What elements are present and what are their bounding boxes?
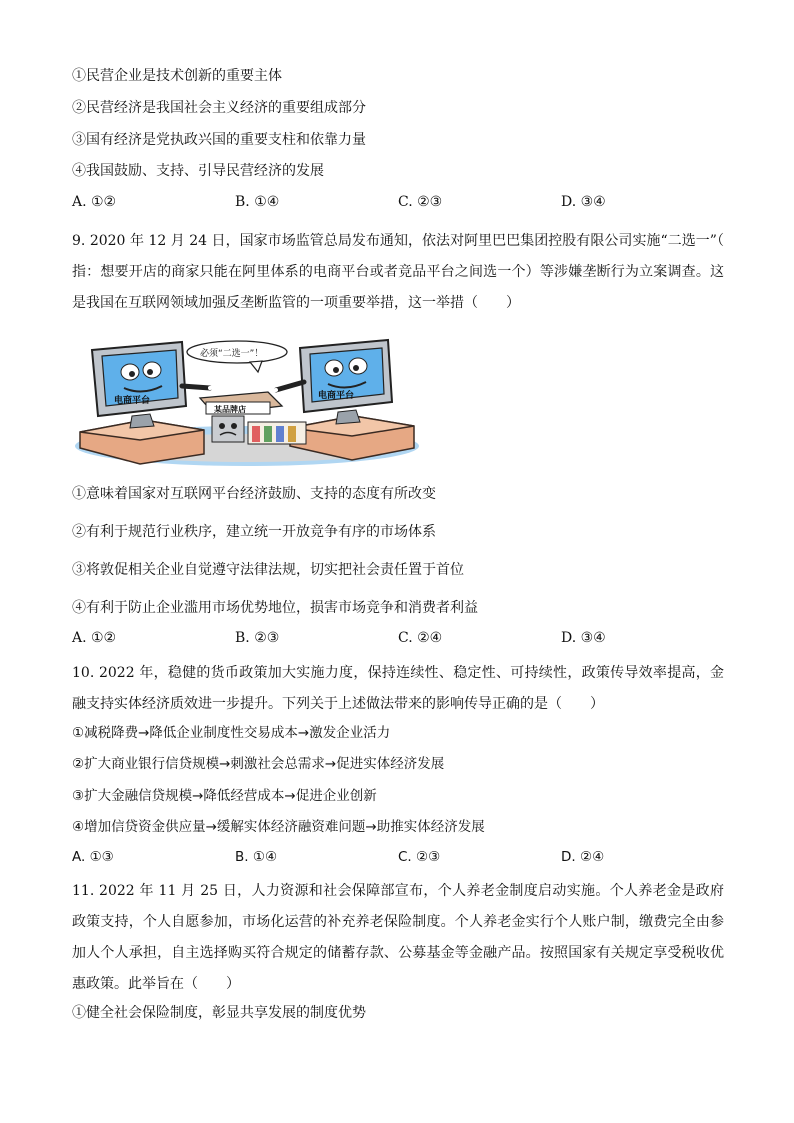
q9-statement-1: ①意味着国家对互联网平台经济鼓励、支持的态度有所改变 — [72, 486, 436, 502]
q9-option-a: A. ①② — [72, 630, 117, 646]
shop-sign: 某品牌店 — [214, 405, 246, 414]
left-pointing-arm — [182, 386, 210, 388]
right-monitor-label: 电商平台 — [318, 391, 355, 401]
left-monitor-label: 电商平台 — [114, 396, 151, 406]
q9-cartoon — [72, 336, 422, 466]
q11-stem: 11. 2022 年 11 月 25 日，人力资源和社会保障部宣布，个人养老金制度启动实施。个人养老金是政府政策支持，个人自愿参加，市场化运营的补充养老保险制度。个人养老金实行个人账户制，缴费完全由参加人个人承担，自主选择购买符合规定的储蓄存款、公募基金等金融产品。按照国家有关规定享受税收优惠政策。此举旨在（ ） — [72, 883, 724, 992]
q10-option-d: D. ②④ — [561, 849, 605, 865]
q9-option-d: D. ③④ — [561, 630, 606, 646]
q9-option-b: B. ②③ — [235, 630, 280, 646]
q11-statement-1: ①健全社会保险制度，彰显共享发展的制度优势 — [72, 1005, 366, 1021]
speech-bubble — [187, 341, 287, 372]
q9-options — [72, 628, 724, 648]
q8-option-b: B. ①④ — [235, 194, 280, 210]
brand-shop — [200, 392, 306, 444]
q9-statement-4: ④有利于防止企业滥用市场优势地位，损害市场竞争和消费者利益 — [72, 600, 478, 616]
q9-option-c: C. ②④ — [398, 630, 443, 646]
q8-statement-3: ③国有经济是党执政兴国的重要支柱和依靠力量 — [72, 132, 366, 148]
left-monitor — [92, 342, 186, 428]
q8-statement-1: ①民营企业是技术创新的重要主体 — [72, 68, 282, 84]
q10-options — [72, 847, 724, 867]
right-pointing-arm — [276, 382, 304, 390]
right-monitor — [300, 340, 392, 424]
q10-statement-4: ④增加信贷资金供应量→缓解实体经济融资难问题→助推实体经济发展 — [72, 819, 485, 835]
q10-option-a: A. ①③ — [72, 849, 114, 865]
q8-statement-2: ②民营经济是我国社会主义经济的重要组成部分 — [72, 100, 366, 116]
q8-statement-4: ④我国鼓励、支持、引导民营经济的发展 — [72, 163, 324, 179]
q9-stem: 9. 2020 年 12 月 24 日，国家市场监管总局发布通知，依法对阿里巴巴集团控股有限公司实施“二选一”（ 指：想要开店的商家只能在阿里体系的电商平台或者竞品平台之间选一个）等涉嫌垄断行为立案调查。这是我国在互联网领域加强反垄断监管的一项重要举措，这一举措（ ） — [72, 233, 724, 311]
q9-statement-2: ②有利于规范行业秩序，建立统一开放竞争有序的市场体系 — [72, 524, 436, 540]
q10-option-b: B. ①④ — [235, 849, 278, 865]
q9-statement-3: ③将敦促相关企业自觉遵守法律法规，切实把社会责任置于首位 — [72, 562, 464, 578]
q10-option-c: C. ②③ — [398, 849, 441, 865]
q10-stem: 10. 2022 年，稳健的货币政策加大实施力度，保持连续性、稳定性、可持续性，政策传导效率提高，金融支持实体经济质效进一步提升。下列关于上述做法带来的影响传导正确的是（ ） — [72, 665, 724, 712]
q10-statement-1: ①减税降费→降低企业制度性交易成本→激发企业活力 — [72, 725, 391, 741]
speech-text: 必须“二选一”！ — [200, 349, 264, 359]
q8-option-d: D. ③④ — [561, 194, 606, 210]
q8-options — [72, 192, 724, 212]
q10-statement-3: ③扩大金融信贷规模→降低经营成本→促进企业创新 — [72, 788, 377, 804]
q8-option-c: C. ②③ — [398, 194, 443, 210]
q8-option-a: A. ①② — [72, 194, 117, 210]
q10-statement-2: ②扩大商业银行信贷规模→刺激社会总需求→促进实体经济发展 — [72, 756, 445, 772]
